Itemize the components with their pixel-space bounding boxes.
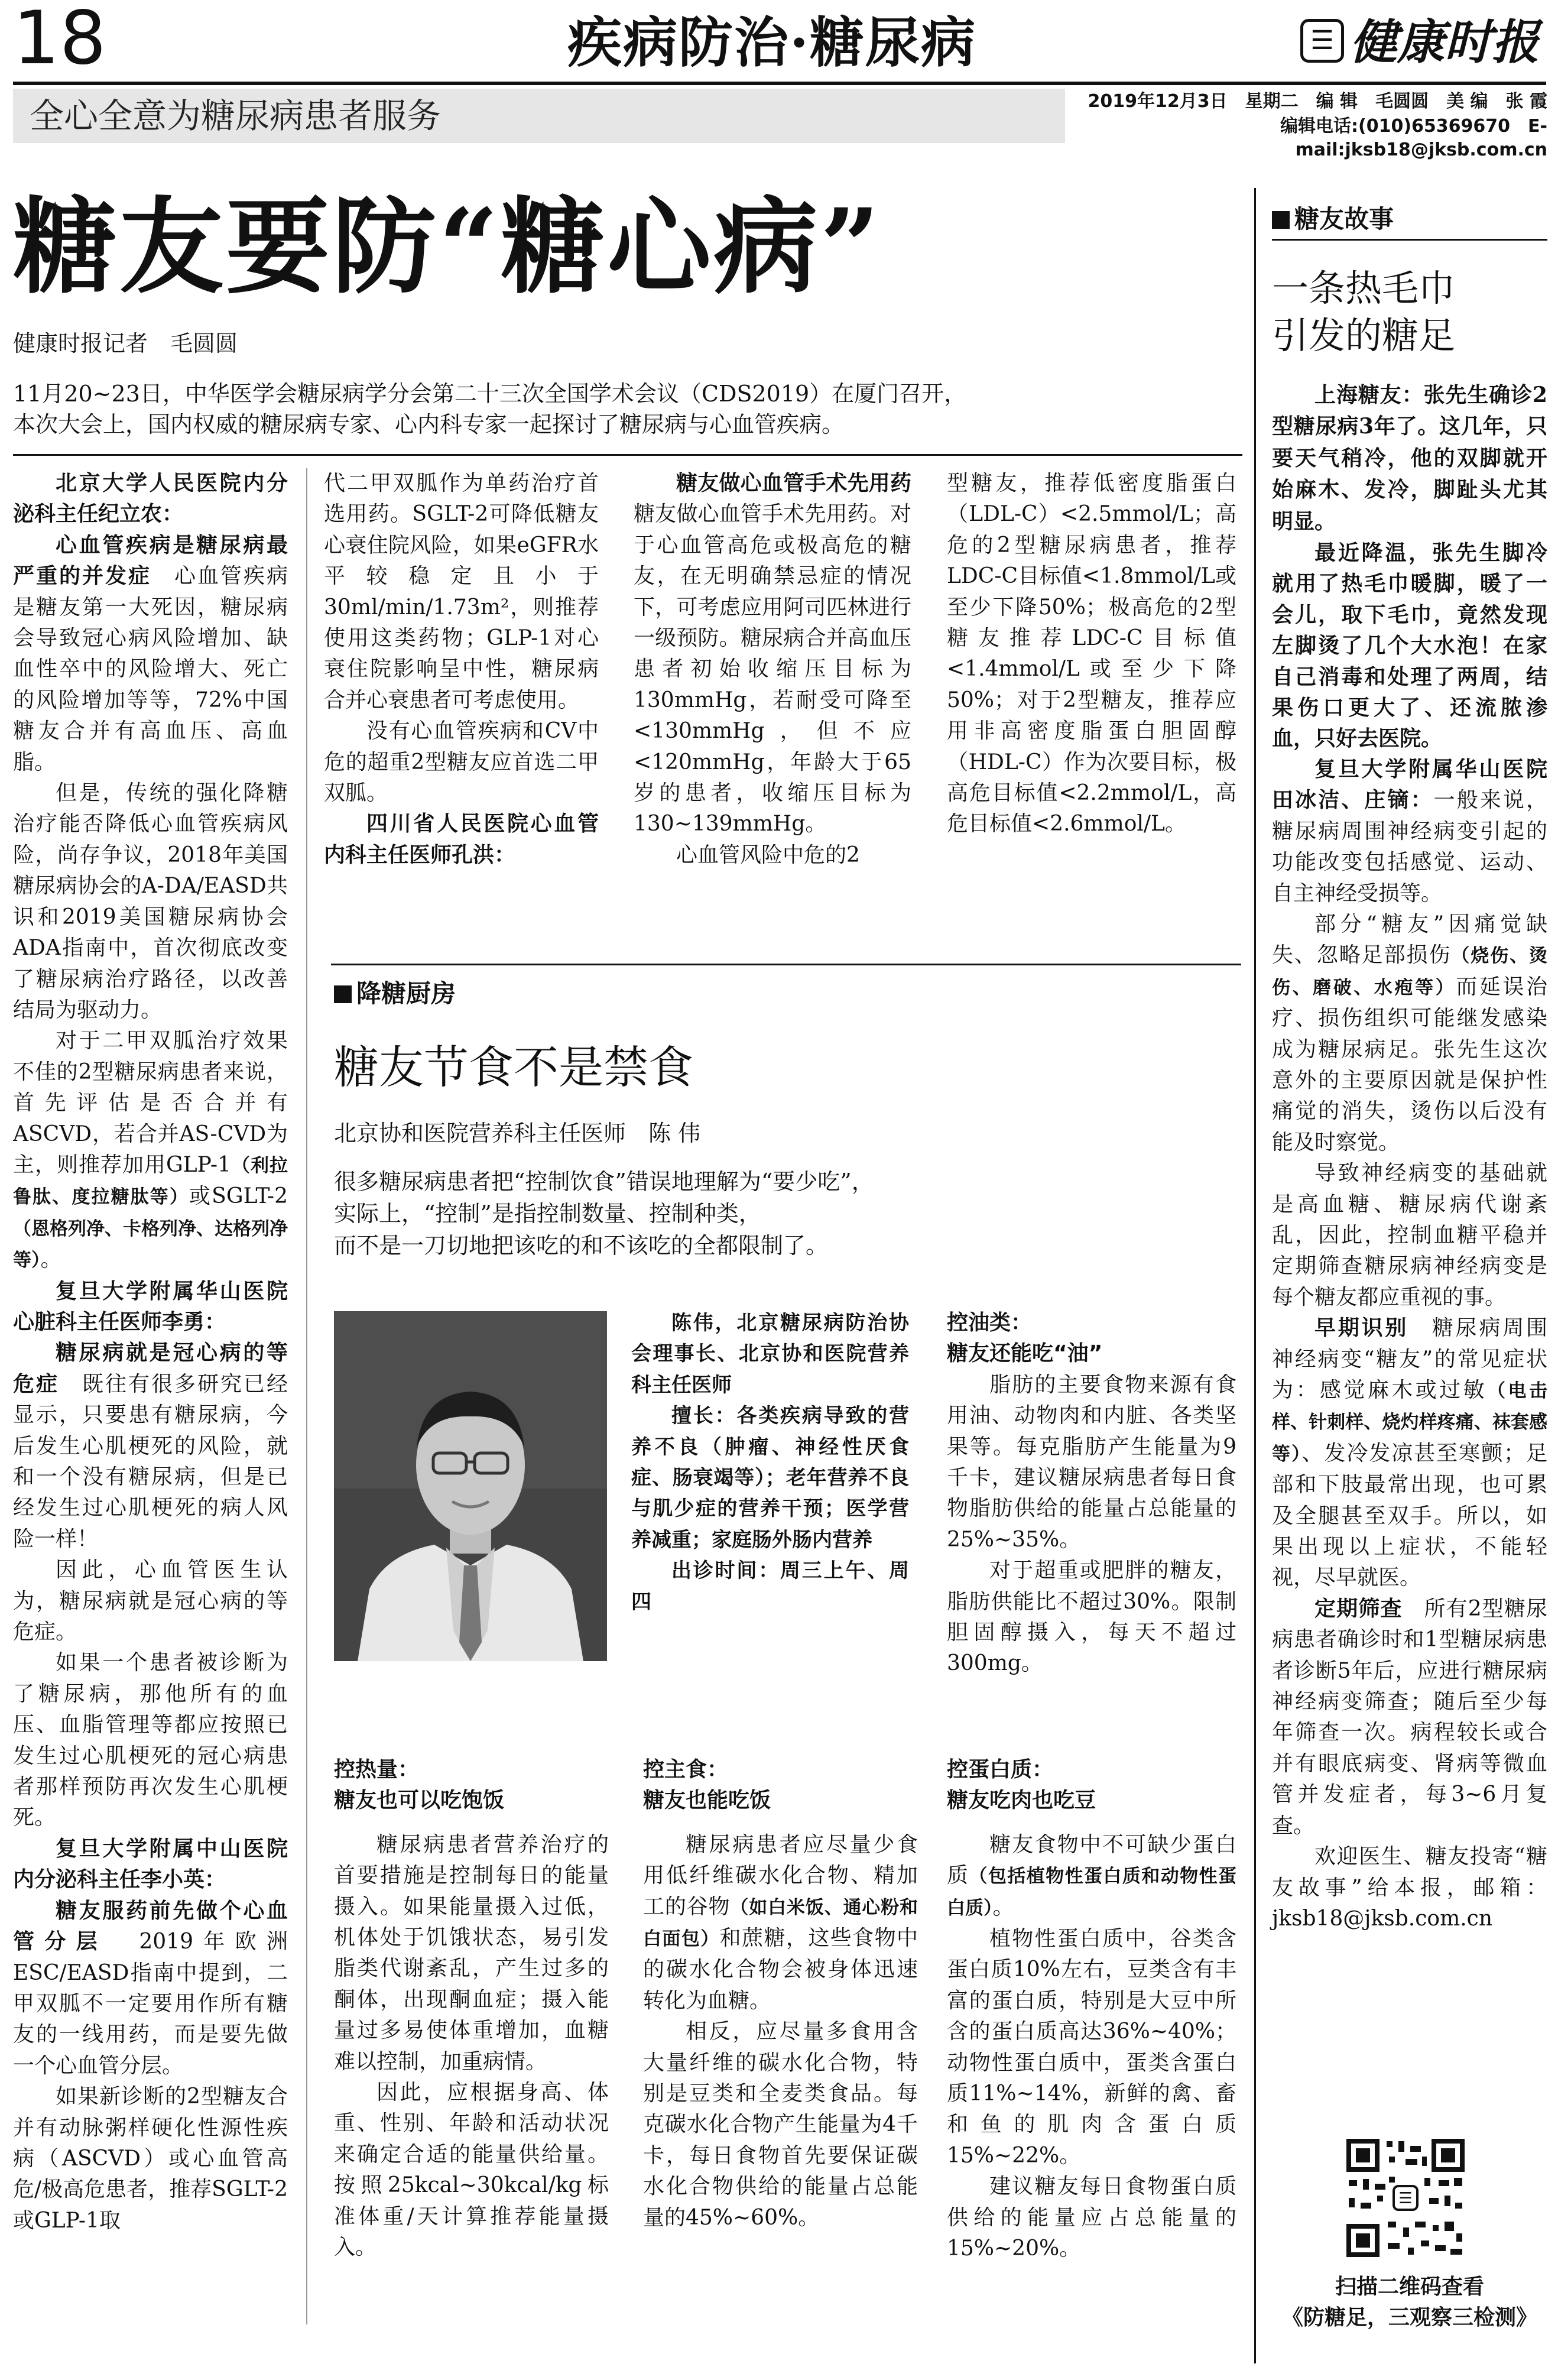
story-p4a: 部分“糖友”因痛觉缺失、忽略足部损伤 — [1272, 912, 1547, 968]
main-col-2 — [324, 468, 599, 871]
slogan: 全心全意为糖尿病患者服务 — [30, 96, 442, 136]
story-p7: 所有2型糖尿病患者确诊时和1型糖尿病患者诊断5年后，应进行糖尿病神经病变筛查；随后至少每年筛查一次。病程较长或合并有眼底病变、肾病等微血管并发症者，每3~6月复查。 — [1272, 1596, 1547, 1838]
text-col1-p3c: 或SGLT-2 — [189, 1184, 288, 1209]
kitchen-headline: 糖友节食不是禁食 — [334, 1041, 693, 1094]
subhead-cvd-complication: 心血管疾病是糖尿病最严重的并发症 — [13, 533, 288, 589]
story-p7-name: 定期筛查 — [1314, 1596, 1403, 1621]
expert-profile — [631, 1308, 909, 1617]
intro-line-3: 而不是一刀切地把该吃的和不该吃的全都限制了。 — [334, 1233, 829, 1259]
story-p6c: 、发冷发凉甚至寒颤；足部和下肢最常出现，也可累及全腿甚至双手。所以，如果出现以上症状，不能轻视，尽早就医。 — [1272, 1441, 1547, 1590]
story-headline-2: 引发的糖足 — [1272, 314, 1456, 357]
story-p6a: 糖尿病周围神经病变“糖友”的常见症状为：感觉麻木或过敏 — [1272, 1316, 1547, 1402]
main-byline: 健康时报记者 毛圆圆 — [13, 330, 238, 356]
protein-p1c: 。 — [992, 1895, 1014, 1919]
heat-title-2: 糖友也可以吃饱饭 — [334, 1788, 505, 1813]
section-title: 疾病防治·糖尿病 — [567, 11, 977, 74]
protein-p2: 植物性蛋白质中，谷类含蛋白质10%左右，豆类含有丰富的蛋白质，特别是大豆中所含的蛋白质高达36%~40%；动物性蛋白质中，蛋类含蛋白质11%~14%，新鲜的禽、畜和鱼的肌肉含蛋白质15%~22%。 — [947, 1927, 1236, 2168]
kitchen-section-text: 降糖厨房 — [356, 979, 456, 1008]
source-li-xiaoying: 复旦大学附属中山医院内分泌科主任李小英： — [13, 1836, 288, 1892]
kitchen-protein — [947, 1755, 1236, 2265]
heat-p1: 糖尿病患者营养治疗的首要措施是控制每日的能量摄入。如果能量摄入过低，机体处于饥饿状态，易引发脂类代谢紊乱，产生过多的酮体，出现酮血症；摄入能量过多易使体重增加，血糖难以控制，加重病情。 — [334, 1832, 609, 2074]
subhead-cv-stratify: 糖友服药前先做个心血管分层 — [13, 1898, 288, 1954]
profile-specialty: 各类疾病导致的营养不良（肿瘤、神经性厌食症、肠衰竭等）；老年营养不良与肌少症的营养干预；医学营养减重；家庭肠外肠内营养 — [631, 1404, 910, 1552]
text-col1-p4: 既往有很多研究已经显示，只要患有糖尿病，今后发生心肌梗死的风险，就和一个没有糖尿病，但是已经发生过心肌梗死的病人风险一样！ — [13, 1371, 288, 1551]
oil-title-1: 控油类： — [947, 1311, 1033, 1335]
lead-rule — [13, 454, 1242, 456]
profile-hours: 周三上午、周四 — [631, 1559, 909, 1614]
text-col3-p2: 心血管风险中危的2 — [676, 842, 860, 867]
logo-text: 健康时报 — [1350, 14, 1539, 70]
story-headline — [1272, 265, 1455, 359]
text-col1-p6: 如果一个患者被诊断为了糖尿病，那他所有的血压、血脂管理等都应按照已发生过心肌梗死的冠心病患者那样预防再次发生心肌梗死。 — [13, 1651, 288, 1830]
qr-caption-1: 扫描二维码查看 — [1335, 2275, 1484, 2299]
kitchen-byline: 北京协和医院营养科主任医师 陈 伟 — [334, 1120, 701, 1146]
text-col1-p3a: 对于二甲双胍治疗效果不佳的2型糖尿病患者来说，首先评估是否合并有ASCVD，若合并AS-CVD为主，则推荐加用GLP-1 — [13, 1029, 288, 1177]
kitchen-section-label — [334, 974, 456, 1010]
text-col4-p1: 型糖友，推荐低密度脂蛋白（LDL-C）<2.5mmol/L；高危的2型糖尿病患者，推荐LDC-C目标值<1.8mmol/L或至少下降50%；极高危的2型糖友推荐LDC-C目标值<1.4mmol/L或至少下降50%；对于2型糖友，推荐应用非高密度脂蛋白胆固醇（HDL-C）作为次要目标，极高危目标值<2.2mmol/L，高危目标值<2.6mmol/L。 — [947, 471, 1236, 836]
lead-line-1: 11月20~23日，中华医学会糖尿病学分会第二十三次全国学术会议（CDS2019）在厦门召开， — [13, 381, 967, 407]
story-p8: 欢迎医生、糖友投寄“糖友故事”给本报，邮箱：jksb18@jksb.com.cn — [1272, 1844, 1547, 1931]
story-p2: 最近降温，张先生脚冷就用了热毛巾暖脚，暖了一会儿，取下毛巾，竟然发现左脚烫了几个大水泡！在家自己消毒和处理了两周，结果伤口更大了、还流脓渗血，只好去医院。 — [1272, 540, 1547, 751]
story-p5: 导致神经病变的基础就是高血糖、糖尿病代谢紊乱，因此，控制血糖平稳并定期筛查糖尿病神经病变是每个糖友都应重视的事。 — [1272, 1161, 1547, 1309]
section-square-icon — [334, 985, 352, 1003]
date-line: 2019年12月3日 星期二 编 辑 毛圆圆 美 编 张 霞 — [1088, 91, 1547, 112]
text-col1-p2: 但是，传统的强化降糖治疗能否降低心血管疾病风险，尚存争议，2018年美国糖尿病协会的A-DA/EASD共识和2019美国糖尿病协会ADA指南中，首次彻底改变了糖尿病治疗路径，以改善结局为驱动力。 — [13, 781, 288, 1022]
oil-p2: 对于超重或肥胖的糖友，脂肪供能比不超过30%。限制胆固醇摄入，每天不超过300mg。 — [947, 1558, 1236, 1676]
main-lead — [13, 378, 1242, 440]
story-p3: 一般来说，糖尿病周围神经病变引起的功能改变包括感觉、运动、自主神经受损等。 — [1272, 788, 1547, 906]
text-col1-p7: 2019年欧洲ESC/EASD指南中提到，二甲双胍不一定要用作所有糖友的一线用药，而是要先做一个心血管分层。 — [13, 1930, 288, 2078]
contact-line: 编辑电话:(010)65369670 E-mail:jksb18@jksb.com.cn — [1280, 116, 1547, 160]
kitchen-top-rule — [331, 964, 1241, 965]
qr-code-icon — [1346, 2139, 1465, 2257]
kitchen-oil — [947, 1308, 1236, 1679]
page-number: 18 — [13, 0, 106, 81]
story-p4c: 而延误治疗、损伤组织可能继发感染成为糖尿病足。张先生这次意外的主要原因就是保护性痛觉的消失，烫伤以后没有能及时察觉。 — [1272, 974, 1547, 1155]
oil-p1: 脂肪的主要食物来源有食用油、动物肉和内脏、各类坚果等。每克脂肪产生能量为9千卡，建议糖尿病患者每日食物脂肪供给的能量占总能量的25%~35%。 — [947, 1372, 1236, 1552]
source-li-yong: 复旦大学附属华山医院心脏科主任医师李勇： — [13, 1279, 288, 1334]
oil-title-2: 糖友还能吃“油” — [947, 1341, 1103, 1366]
text-col1-p3e: 。 — [40, 1247, 62, 1272]
text-col2-p2: 没有心血管疾病和CV中危的超重2型糖友应首选二甲双胍。 — [324, 719, 599, 806]
story-section-text: 糖友故事 — [1294, 205, 1394, 234]
main-col-1 — [13, 468, 288, 2236]
story-p6b: （电击样、针刺样、烧灼样疼痛、袜套感等） — [1272, 1380, 1547, 1465]
story-label-rule — [1272, 239, 1547, 241]
main-col-4 — [947, 468, 1236, 840]
staple-title-1: 控主食： — [643, 1758, 729, 1782]
staple-p2: 相反，应尽量多食用含大量纤维的碳水化合物，特别是豆类和全麦类食品。每克碳水化合物产生能量为4千卡，每日食物首先要保证碳水化合物供给的能量占总能量的45%~60%。 — [643, 2019, 918, 2230]
story-p1-name: 上海糖友： — [1314, 383, 1424, 407]
main-headline: 糖友要防“糖心病” — [13, 186, 882, 308]
heat-title-1: 控热量： — [334, 1758, 420, 1782]
text-col1-p8: 如果新诊断的2型糖友合并有动脉粥样硬化性源性疾病（ASCVD）或心血管高危/极高危患者，推荐SGLT-2或GLP-1取 — [13, 2084, 288, 2233]
staple-p1b: （如白米饭、通心粉和白面包） — [643, 1896, 918, 1950]
source-ji-linong: 北京大学人民医院内分泌科主任纪立农： — [13, 471, 288, 527]
heat-p2: 因此，应根据身高、体重、性别、年龄和活动状况来确定合适的能量供给量。按照25kcal~30kcal/kg标准体重/天计算推荐能量摄入。 — [334, 2080, 609, 2260]
portrait-silhouette-icon — [334, 1311, 607, 1661]
profile-name-line: 陈伟，北京糖尿病防治协会理事长、北京协和医院营养科主任医师 — [631, 1311, 909, 1397]
source-kong-hong: 四川省人民医院心血管内科主任医师孔洪： — [324, 812, 599, 867]
intro-line-2: 实际上，“控制”是指控制数量、控制种类， — [334, 1201, 761, 1227]
profile-specialty-label: 擅长： — [671, 1404, 737, 1428]
lead-line-2: 本次大会上，国内权威的糖尿病专家、心内科专家一起探讨了糖尿病与心血管疾病。 — [13, 411, 845, 437]
protein-title-1: 控蛋白质： — [947, 1758, 1054, 1782]
qr-code[interactable] — [1346, 2139, 1465, 2257]
story-section-label — [1272, 200, 1394, 235]
protein-p3: 建议糖友每日食物蛋白质供给的能量应占总能量的15%~20%。 — [947, 2174, 1236, 2261]
svg-text:☰: ☰ — [1398, 2190, 1413, 2207]
text-col1-p3b: （利拉鲁肽、度拉糖肽等） — [13, 1155, 288, 1208]
text-col1-p5: 因此，心血管医生认为，糖尿病就是冠心病的等危症。 — [13, 1558, 288, 1645]
subhead-chd-equivalent: 糖尿病就是冠心病的等危症 — [13, 1341, 288, 1396]
logo-mark-icon: ☰ — [1300, 19, 1344, 63]
text-col1-p3d: （恩格列净、卡格列净、达格列净等） — [13, 1218, 288, 1272]
protein-p1a: 糖友食物中不可缺少蛋白质 — [947, 1832, 1236, 1888]
kitchen-intro — [334, 1166, 1221, 1262]
staple-p1c: 和蔗糖，这些食物中的碳水化合物会被身体迅速转化为血糖。 — [643, 1926, 918, 2013]
qr-caption-2: 《防糖足，三观察三检测》 — [1281, 2306, 1537, 2330]
subhead-surgery-first: 糖友做心血管手术先用药 — [676, 471, 911, 495]
story-headline-1: 一条热毛巾 — [1272, 267, 1456, 310]
story-p1: 张先生确诊2型糖尿病3年了。这几年，只要天气稍冷，他的双脚就开始麻木、发冷，脚趾头尤其明显。 — [1272, 382, 1547, 534]
story-p3-name: 复旦大学附属华山医院田冰洁、庄镝： — [1272, 757, 1547, 813]
intro-line-1: 很多糖尿病患者把“控制饮食”错误地理解为“要少吃”， — [334, 1169, 874, 1195]
protein-p1b: （包括植物性蛋白质和动物性蛋白质） — [947, 1866, 1236, 1919]
main-col-3 — [634, 468, 911, 871]
story-divider — [1254, 188, 1256, 2363]
newspaper-logo — [1300, 14, 1549, 71]
kitchen-heat — [334, 1755, 609, 2264]
section-square-icon — [1272, 211, 1290, 229]
story-p4b: （烧伤、烫伤、磨破、水疱等） — [1272, 945, 1547, 998]
story-p6-name: 早期识别 — [1314, 1316, 1409, 1341]
text-col3-p1: 糖友做心血管手术先用药。对于心血管高危或极高危的糖友，在无明确禁忌症的情况下，可考虑应用阿司匹林进行一级预防。糖尿病合并高血压患者初始收缩压目标为130mmHg，若耐受可降至<130mmHg，但不应<120mmHg，年龄大于65岁的患者，收缩压目标为130~139mmHg。 — [634, 502, 911, 836]
col-divider-1 — [306, 468, 307, 2324]
kitchen-staple — [643, 1755, 918, 2233]
text-col2-p1: 代二甲双胍作为单药治疗首选用药。SGLT-2可降低糖友心衰住院风险，如果eGFR水平较稳定且小于30ml/min/1.73m²，则推荐使用这类药物；GLP-1对心衰住院影响呈中性，糖尿病合并心衰患者可考虑使用。 — [324, 471, 599, 712]
protein-title-2: 糖友吃肉也吃豆 — [947, 1788, 1096, 1813]
expert-portrait — [334, 1311, 607, 1661]
staple-title-2: 糖友也能吃饭 — [643, 1788, 771, 1813]
profile-hours-label: 出诊时间： — [671, 1559, 780, 1583]
text-col1-p1: 心血管疾病是糖友第一大死因，糖尿病会导致冠心病风险增加、缺血性卒中的风险增大、死亡的风险增加等等，72%中国糖友合并有高血压、高血脂。 — [13, 564, 288, 774]
story-body — [1272, 380, 1547, 1934]
slogan-bar — [13, 89, 1065, 143]
staple-p1a: 糖尿病患者应尽量少食用低纤维碳水化合物、精加工的谷物 — [643, 1832, 918, 1919]
masthead-rule — [13, 82, 1546, 85]
